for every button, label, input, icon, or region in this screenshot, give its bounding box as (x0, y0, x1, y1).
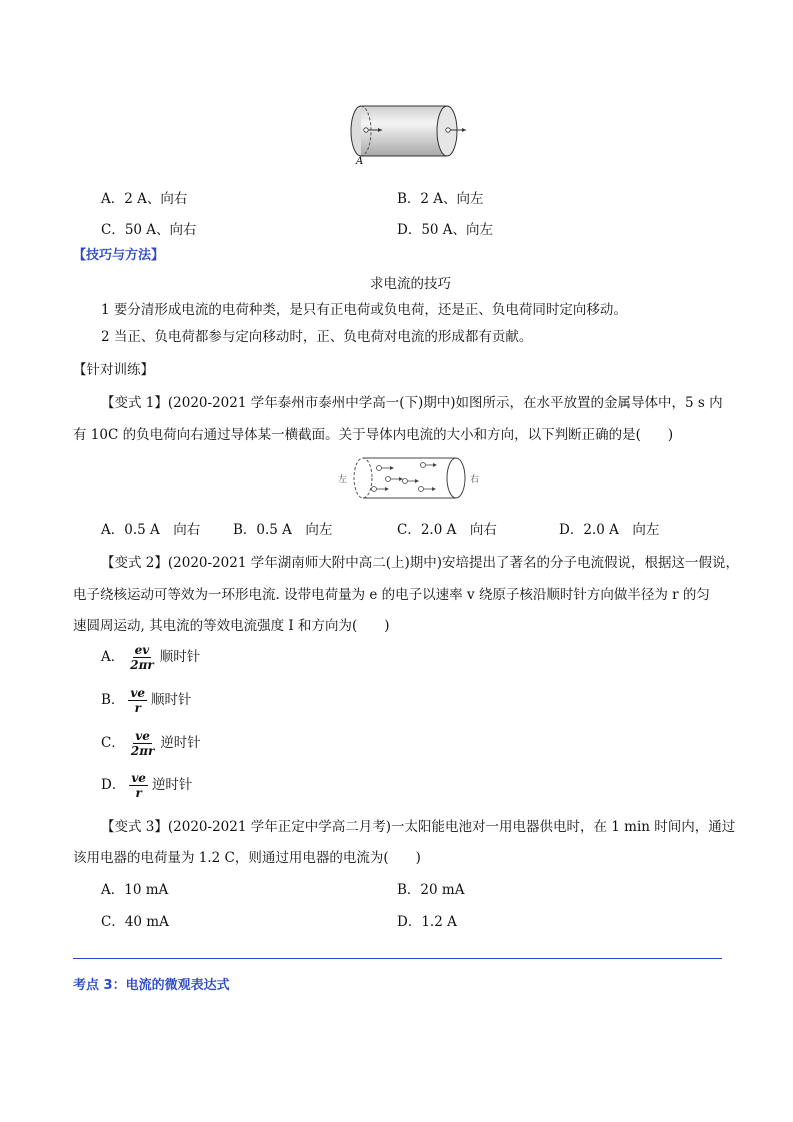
v2-option-a[interactable] (101, 643, 200, 672)
fraction (128, 686, 147, 715)
right-label: 右 (470, 475, 480, 485)
direction: 顺时针 (159, 649, 201, 665)
option-a[interactable]: A．2 A、向右 (101, 191, 188, 207)
option-b[interactable]: B．2 A、向左 (397, 191, 484, 207)
section-title: 考点 3：电流的微观表达式 (73, 978, 230, 993)
v1-option-b[interactable]: B．0.5 A 向左 (233, 522, 333, 538)
numerator: ve (130, 686, 146, 700)
option-d[interactable]: D．50 A、向左 (397, 222, 494, 238)
variant-3-line-1: 【变式 3】(2020-2021 学年正定中学高二月考)一太阳能电池对一用电器供电时，在 1 min 时间内，通过 (101, 819, 736, 835)
cross-section-label: A (356, 156, 364, 166)
numerator: ve (135, 729, 150, 743)
variant-1-line-2: 有 10C 的负电荷向右通过导体某一横截面。关于导体内电流的大小和方向，以下判断正确的是( ) (73, 427, 674, 443)
numerator: ve (131, 771, 146, 785)
v2-option-d[interactable] (101, 771, 192, 800)
variant-2-line-2: 电子绕核运动可等效为一环形电流. 设带电荷量为 e 的电子以速率 v 绕原子核沿顺时针方向做半径为 r 的匀 (73, 587, 710, 603)
method-title: 求电流的技巧 (370, 276, 451, 292)
direction: 顺时针 (151, 692, 192, 708)
training-header: 【针对训练】 (73, 362, 154, 378)
option-c[interactable]: C．50 A、向右 (101, 222, 197, 238)
v3-option-b[interactable]: B．20 mA (397, 882, 465, 898)
variant-3-line-2: 该用电器的电荷量为 1.2 C，则通过用电器的电流为( ) (73, 850, 421, 866)
denominator: 2πr (130, 658, 154, 672)
v1-option-a[interactable]: A．0.5 A 向右 (101, 522, 201, 538)
denominator: r (134, 701, 141, 715)
v3-option-c[interactable]: C．40 mA (101, 914, 169, 930)
variant-2-line-1: 【变式 2】(2020-2021 学年湖南师大附中高二(上)期中)安培提出了著名的分子电流假说，根据这一假说， (101, 555, 740, 571)
direction: 逆时针 (160, 735, 201, 751)
section-divider (73, 958, 722, 959)
conductor-figure-2 (336, 455, 488, 501)
v2-option-b[interactable] (101, 686, 192, 715)
variant-1-line-1: 【变式 1】(2020-2021 学年泰州市泰州中学高一(下)期中)如图所示，在水平放置的金属导体中，5 s 内 (101, 395, 723, 411)
numerator: ev (134, 643, 150, 657)
v3-option-a[interactable]: A．10 mA (101, 882, 169, 898)
option-letter: B． (101, 692, 125, 708)
left-label: 左 (338, 475, 348, 485)
method-point-2: 2 当正、负电荷都参与定向移动时，正、负电荷对电流的形成都有贡献。 (101, 329, 533, 345)
denominator: r (135, 786, 142, 800)
option-letter: C． (101, 735, 125, 751)
option-letter: A． (101, 649, 125, 665)
direction: 逆时针 (151, 777, 193, 793)
v1-option-c[interactable]: C．2.0 A 向右 (397, 522, 497, 538)
fraction (129, 771, 148, 800)
v2-option-c[interactable] (101, 729, 201, 758)
method-point-1: 1 要分清形成电流的电荷种类，是只有正电荷或负电荷，还是正、负电荷同时定向移动。 (101, 302, 627, 318)
variant-2-line-3: 速圆周运动, 其电流的等效电流强度 I 和方向为( ) (73, 618, 390, 634)
v3-option-d[interactable]: D．1.2 A (397, 914, 457, 930)
fraction (128, 643, 155, 672)
fraction (129, 729, 156, 758)
conductor-figure-1 (348, 100, 473, 166)
v1-option-d[interactable]: D．2.0 A 向左 (559, 522, 660, 538)
denominator: 2πr (130, 744, 155, 758)
method-header: 【技巧与方法】 (73, 248, 165, 263)
option-letter: D． (101, 777, 126, 793)
